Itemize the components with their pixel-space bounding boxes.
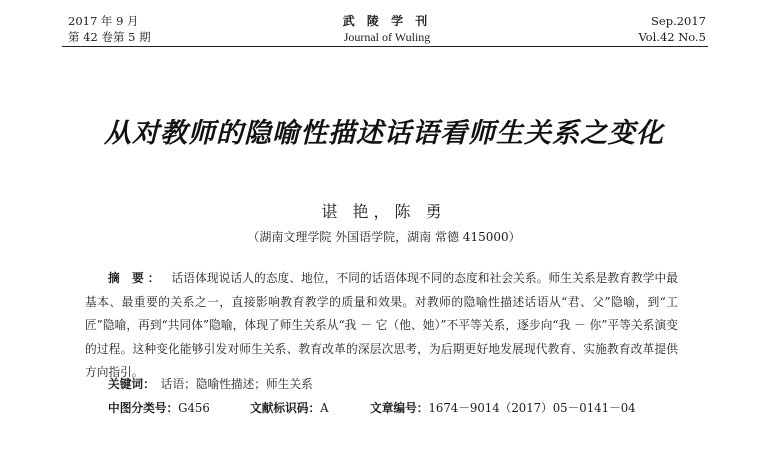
header-rule <box>62 46 708 47</box>
header-date-en: Sep.2017 <box>651 14 706 28</box>
journal-name-cn: 武 陵 学 刊 <box>342 14 432 28</box>
abstract-block <box>85 267 678 385</box>
header-right <box>638 13 706 45</box>
clc-label: 中图分类号： <box>108 401 179 415</box>
keywords-text: 话语；隐喻性描述；师生关系 <box>160 377 313 391</box>
article-number <box>370 398 636 418</box>
abstract-label: 摘 要： <box>108 271 164 285</box>
running-header <box>68 13 706 47</box>
abstract-text: 话语体现说话人的态度、地位，不同的话语体现不同的态度和社会关系。师生关系是教育教学中最基本、最重要的关系之一，直接影响教育教学的质量和效果。对教师的隐喻性描述话语从“君、父”隐喻，到“工匠”隐喻，再到“共同体”隐喻，体现了师生关系从“我 － 它（他、她）”不平等关系，逐步向“我 － 你”平等关系演变的过程。这种变化能够引发对师生关系、教育改革的深层次思考，为后期更好地发展现代教育、实施教育改革提供方向指引。 <box>85 271 678 379</box>
document-code <box>250 398 370 418</box>
article-number-label: 文章编号： <box>370 401 429 415</box>
header-center <box>68 13 706 45</box>
keywords-label: 关键词： <box>108 377 155 391</box>
article-title: 从对教师的隐喻性描述话语看师生关系之变化 <box>104 118 664 149</box>
clc-value: G456 <box>178 401 210 415</box>
author-affiliation: （湖南文理学院 外国语学院，湖南 常德 415000） <box>247 230 521 244</box>
header-volume-en: Vol.42 No.5 <box>638 30 706 44</box>
clc-number <box>108 398 250 418</box>
article-authors: 谌 艳，陈 勇 <box>321 202 447 221</box>
journal-name-en: Journal of Wuling <box>343 30 431 44</box>
article-number-value: 1674－9014（2017）05－0141－04 <box>428 401 636 415</box>
header-volume-cn: 第 42 卷第 5 期 <box>68 30 151 44</box>
header-date-cn: 2017 年 9 月 <box>68 14 139 28</box>
document-code-label: 文献标识码： <box>250 401 321 415</box>
classification-line <box>108 398 636 418</box>
keywords-line <box>108 374 313 394</box>
document-code-value: A <box>320 401 329 415</box>
